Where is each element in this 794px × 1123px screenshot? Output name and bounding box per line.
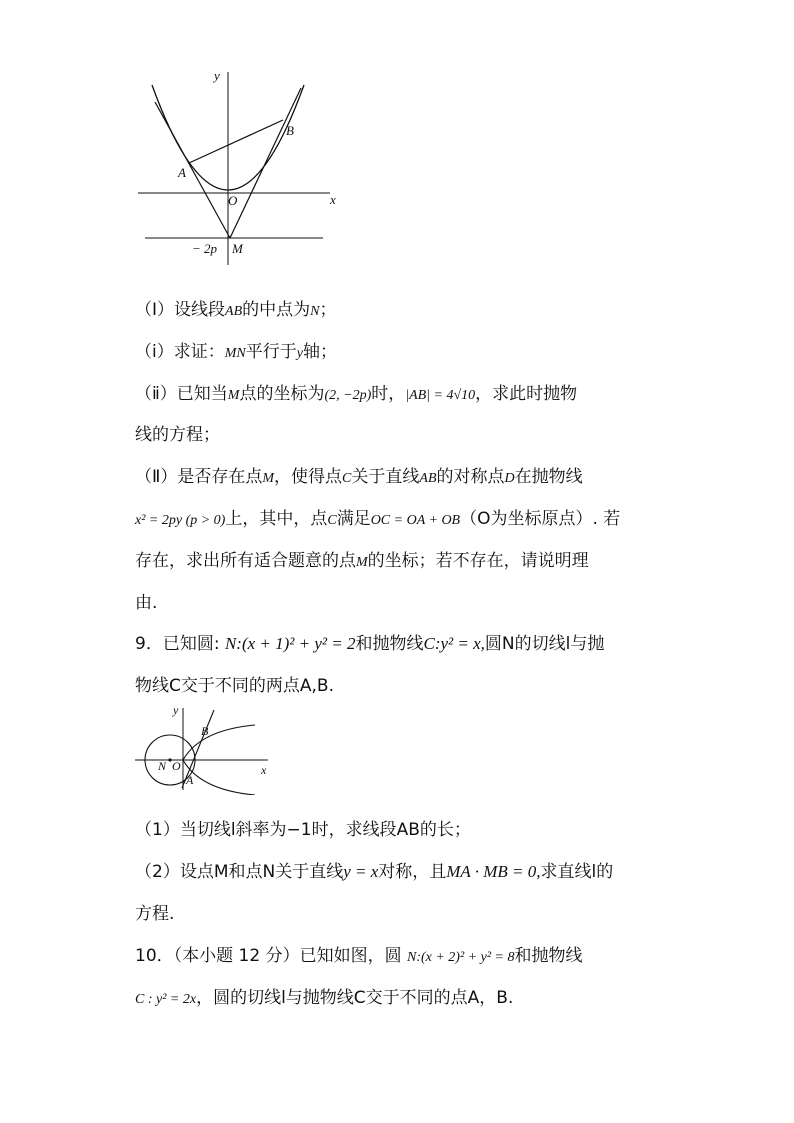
text: ，圆的切线l与抛物线C交于不同的点A，B. <box>196 988 514 1008</box>
math-c: C <box>342 471 352 486</box>
math-m: M <box>356 555 368 570</box>
text: 满足 <box>336 509 371 529</box>
text: 上，其中，点 <box>225 509 328 529</box>
math-c: C <box>327 513 337 528</box>
text: 圆N的切线l与抛 <box>484 634 605 654</box>
fig2-label-x: x <box>261 763 267 777</box>
text: 由. <box>135 593 158 613</box>
text: 关于直线 <box>351 467 420 487</box>
math-parabola: C:y² = x, <box>423 634 485 653</box>
q9-part-1 <box>135 818 471 842</box>
fig1-label-neg2p: − 2p <box>192 241 218 256</box>
fig2-label-n: N <box>158 759 167 773</box>
text: 物线C交于不同的两点A,B. <box>135 676 334 696</box>
text: （ⅱ）已知当 <box>135 384 228 404</box>
math-ab: AB <box>225 304 243 319</box>
text: 在抛物线 <box>514 467 583 487</box>
fig2-label-o: O <box>172 759 181 773</box>
math-d: D <box>504 471 515 486</box>
text: 轴； <box>302 342 337 362</box>
q10-stem <box>135 944 582 970</box>
text: 方程. <box>135 904 175 924</box>
text: 和抛物线 <box>355 634 424 654</box>
text: （Ⅱ）是否存在点 <box>135 467 263 487</box>
math-m: M <box>262 471 275 486</box>
text: 存在，求出所有适合题意的点 <box>135 551 356 571</box>
text: 和抛物线 <box>514 946 583 966</box>
math-circle: N:(x + 2)² + y² = 8 <box>406 950 515 965</box>
problem-text <box>135 0 675 1123</box>
q9-stem-cont <box>135 674 334 698</box>
fig1-label-x: x <box>330 192 336 207</box>
fig1-label-a: A <box>178 165 186 180</box>
text: （2）设点M和点N关于直线 <box>135 862 344 882</box>
q10-stem-cont <box>135 986 513 1012</box>
text: （1）当切线l斜率为−1时，求线段AB的长； <box>135 820 471 840</box>
circle-parabola-figure <box>130 700 280 795</box>
math-vector-sum: OC = OA + OB <box>370 513 461 528</box>
math-m: M <box>227 388 240 403</box>
fig2-label-b: B <box>201 724 209 738</box>
math-dot-product: MA · MB = 0, <box>446 862 541 881</box>
math-abs: |AB| = 4√10 <box>405 388 476 403</box>
math-coord: (2, −2p) <box>324 388 372 403</box>
text: 对称，且 <box>378 862 447 882</box>
text: ，求此时抛物 <box>475 384 578 404</box>
math-circle: N:(x + 1)² + y² = 2 <box>224 634 356 653</box>
math-mn: MN <box>224 346 246 361</box>
q8-part-i-a <box>135 340 337 366</box>
q8-part-ii-line3 <box>135 549 589 575</box>
fig1-label-y: y <box>214 68 220 83</box>
text: 的中点为 <box>242 300 311 320</box>
fig1-label-m: M <box>232 241 243 256</box>
fig1-label-b: B <box>286 123 294 138</box>
q9-part-2-cont <box>135 902 174 926</box>
text: 点的坐标为 <box>239 384 325 404</box>
text: 线的方程； <box>135 425 220 445</box>
text: 平行于 <box>245 342 297 362</box>
fig2-label-a: A <box>186 773 194 787</box>
text: 10．（本小题 12 分）已知如图，圆 <box>135 946 407 966</box>
math-ab: AB <box>419 471 437 486</box>
q9-part-2 <box>135 860 613 884</box>
text: 时， <box>371 384 406 404</box>
q8-part-ii-line2 <box>135 507 620 533</box>
math-y: y <box>296 346 303 361</box>
fig1-label-o: O <box>228 193 238 208</box>
q8-part-i-b-cont <box>135 423 220 447</box>
q8-part-i-b <box>135 382 577 408</box>
text: （Ⅰ）设线段 <box>135 300 226 320</box>
q8-part-i <box>135 298 336 324</box>
text: 的坐标；若不存在，请说明理 <box>367 551 589 571</box>
text: （O为坐标原点）. 若 <box>460 509 621 529</box>
math-parabola: C : y² = 2x <box>135 992 197 1007</box>
text: （ⅰ）求证： <box>135 342 225 362</box>
fig2-label-y: y <box>173 703 179 717</box>
text: 的对称点 <box>436 467 505 487</box>
q8-part-ii-line4 <box>135 591 157 615</box>
text: 求直线l的 <box>540 862 614 882</box>
q9-stem <box>135 632 604 656</box>
math-line: y = x <box>343 862 379 881</box>
math-n: N <box>310 304 320 319</box>
text: ； <box>319 300 337 320</box>
q8-part-ii <box>135 465 583 491</box>
math-parabola: x² = 2py (p > 0) <box>135 513 226 528</box>
text: ，使得点 <box>274 467 343 487</box>
text: 9．已知圆: <box>135 634 225 654</box>
